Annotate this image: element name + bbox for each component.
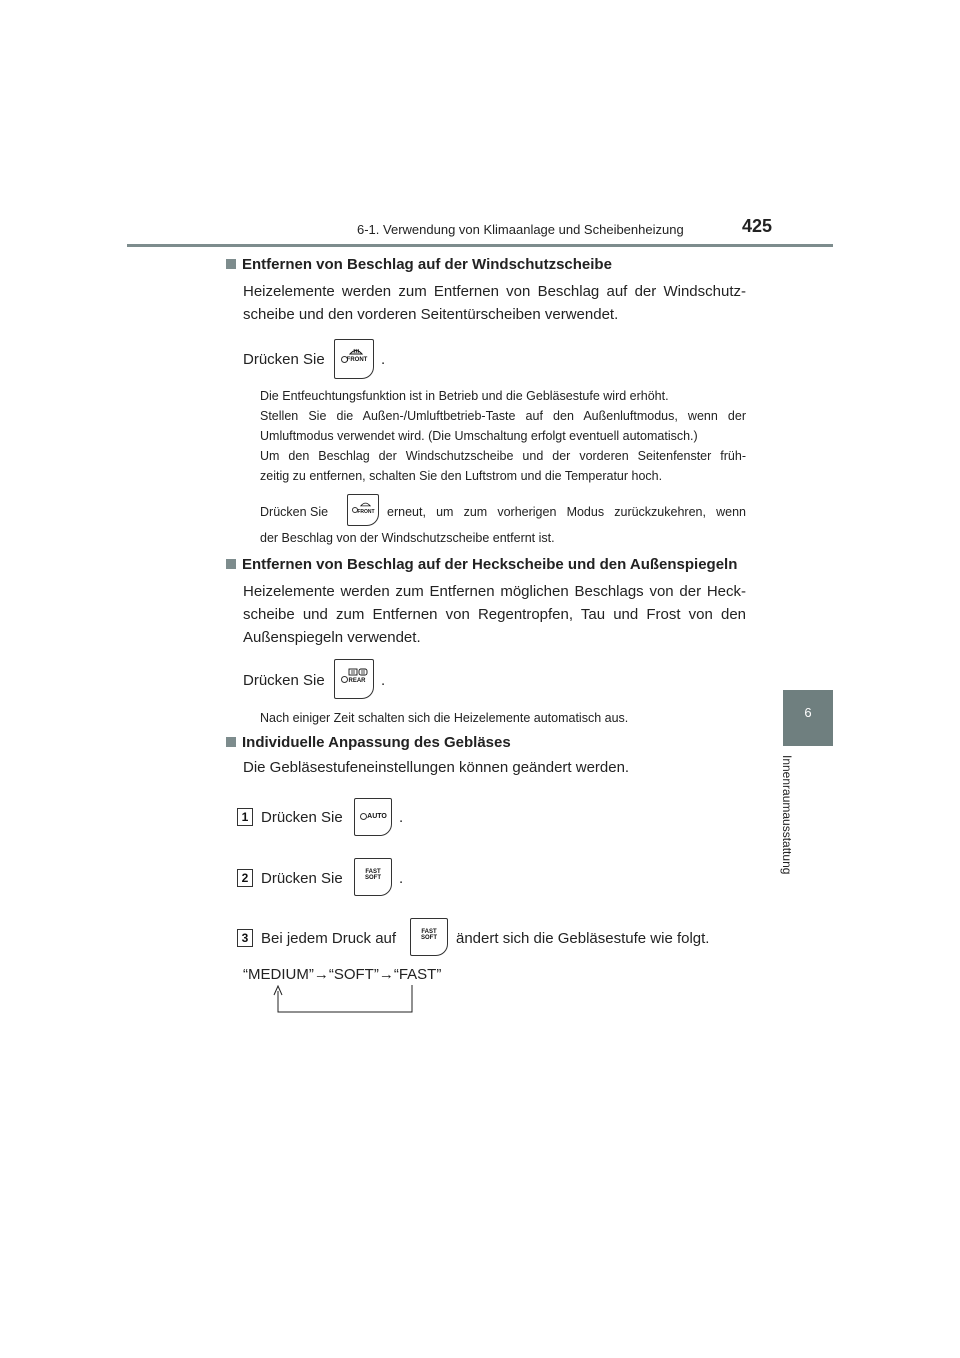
section1-heading-text: Entfernen von Beschlag auf der Windschutzscheibe: [242, 256, 612, 273]
section2-press-after: .: [381, 672, 386, 689]
body-line: scheibe und zum Entfernen von Regentropfen, Tau und Frost von den: [243, 606, 746, 623]
arrow-right-icon: →: [378, 966, 394, 983]
body-line: Heizelemente werden zum Entfernen von Beschlag auf der Windschutz-: [243, 283, 746, 300]
header-divider: [127, 244, 833, 247]
note-line: Umluftmodus verwendet wird. (Die Umschaltung erfolgt eventuell automatisch.): [260, 429, 698, 443]
fan-speed-button-icon: [410, 918, 448, 956]
section1-note2-before: Drücken Sie: [260, 505, 329, 519]
arrow-right-icon: →: [313, 966, 329, 983]
body-line: Heizelemente werden zum Entfernen möglichen Beschlags von der Heck-: [243, 583, 746, 600]
page-number: 425: [742, 216, 773, 236]
fan-button-label: FAST SOFT: [421, 929, 437, 941]
chapter-label-text: Innenraumausstattung: [780, 755, 794, 875]
front-defroster-button-small-icon: [347, 494, 379, 526]
section1-press-before: Drücken Sie: [243, 351, 325, 368]
section3-heading-text: Individuelle Anpassung des Gebläses: [242, 734, 511, 751]
note-line: Die Entfeuchtungsfunktion ist in Betrieb und die Gebläsestufe wird erhöht.: [260, 389, 669, 403]
section2-note: Nach einiger Zeit schalten sich die Heizelemente automatisch aus.: [260, 711, 629, 725]
step2-before: Drücken Sie: [261, 870, 343, 887]
note-line: Um den Beschlag der Windschutzscheibe und der vorderen Seitenfenster früh-: [260, 449, 746, 463]
section1-note: [260, 386, 746, 486]
section3-body: Die Gebläsestufeneinstellungen können geändert werden.: [243, 759, 630, 776]
section1-note2-after: erneut, um zum vorherigen Modus zurückzukehren, wenn: [387, 505, 746, 519]
square-bullet-icon: [226, 737, 236, 747]
rear-window-heat-symbol-icon: [348, 668, 368, 676]
step2-after: .: [399, 870, 404, 887]
square-bullet-icon: [226, 559, 236, 569]
chapter-number: 6: [804, 705, 812, 720]
cycle-return-arrow-icon: [270, 985, 420, 1017]
step-number: 1: [237, 808, 253, 826]
windshield-heat-symbol-icon: [360, 500, 371, 507]
windshield-heat-symbol-icon: [349, 347, 363, 355]
body-line: Außenspiegeln verwendet.: [243, 629, 421, 646]
section1-body: [243, 280, 746, 326]
section2-press-before: Drücken Sie: [243, 672, 325, 689]
step-number: 2: [237, 869, 253, 887]
step1-before: Drücken Sie: [261, 809, 343, 826]
cycle-fast: “FAST”: [393, 966, 442, 983]
front-button-label: FRONT: [346, 357, 368, 363]
chapter-label: [780, 755, 810, 890]
auto-button-icon: [354, 798, 392, 836]
section1-heading: [226, 256, 612, 273]
step3-before: Bei jedem Druck auf: [261, 930, 397, 947]
note-line: Stellen Sie die Außen-/Umluftbetrieb-Taste auf den Außenluftmodus, wenn der: [260, 409, 746, 423]
section1-press-after: .: [381, 351, 386, 368]
fan-cycle-sequence: [243, 966, 441, 983]
step1-after: .: [399, 809, 404, 826]
fan-speed-button-icon: [354, 858, 392, 896]
auto-button-label: AUTO: [367, 813, 387, 820]
square-bullet-icon: [226, 259, 236, 269]
section2-body: [243, 580, 746, 649]
step3-after: ändert sich die Gebläsestufe wie folgt.: [456, 930, 710, 947]
rear-defroster-button-icon: [334, 659, 374, 699]
front-defroster-button-icon: [334, 339, 374, 379]
step-number: 3: [237, 929, 253, 947]
cycle-medium: “MEDIUM”: [243, 966, 314, 983]
fan-button-label: FAST SOFT: [365, 869, 381, 881]
rear-button-label: REAR: [348, 678, 366, 684]
body-line: scheibe und den vorderen Seitentürscheiben verwendet.: [243, 306, 619, 323]
section2-heading: [226, 556, 737, 573]
section3-heading: [226, 734, 511, 751]
section-title: 6-1. Verwendung von Klimaanlage und Scheibenheizung: [357, 222, 684, 237]
section1-note2-line2: der Beschlag von der Windschutzscheibe entfernt ist.: [260, 531, 555, 545]
front-button-label: FRONT: [357, 509, 375, 515]
note-line: zeitig zu entfernen, schalten Sie den Luftstrom und die Temperatur hoch.: [260, 469, 663, 483]
section2-heading-text: Entfernen von Beschlag auf der Heckscheibe und den Außenspiegeln: [242, 556, 738, 573]
cycle-soft: “SOFT”: [328, 966, 379, 983]
